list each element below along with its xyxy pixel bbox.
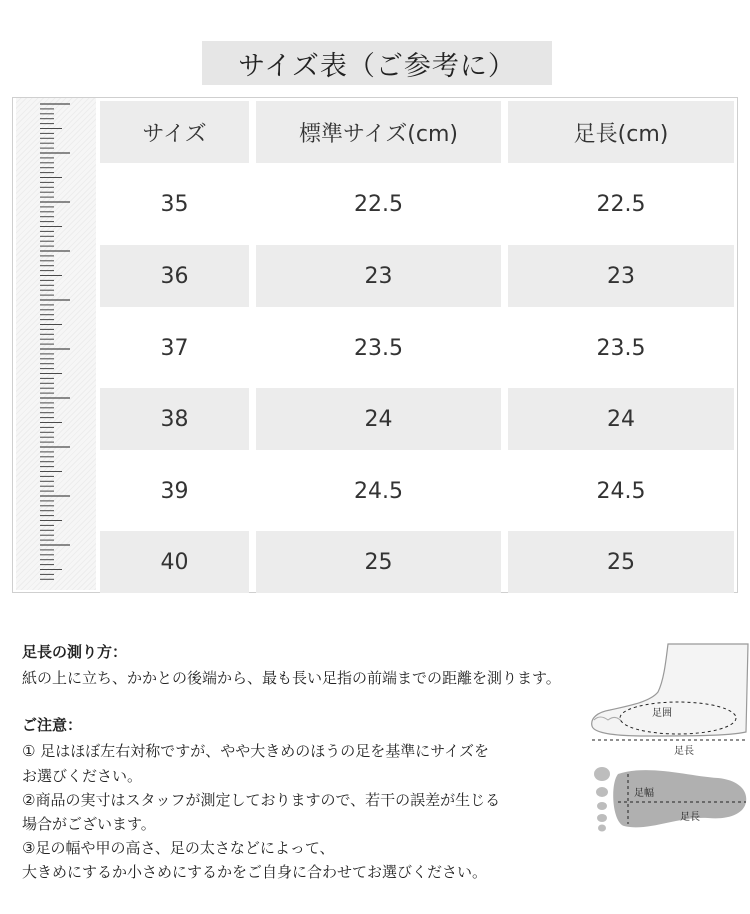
note-line-6: 大きめにするか小さめにするかをご自身に合わせてお選びください。 [22, 863, 488, 881]
ruler-icon [16, 98, 96, 590]
row-36-size: 36 [100, 245, 249, 307]
foot-side-icon [588, 640, 750, 758]
row-40-size: 40 [100, 531, 249, 593]
label-girth: 足囲 [652, 708, 672, 719]
row-35-standard: 22.5 [354, 191, 403, 217]
row-36-standard: 23 [256, 245, 501, 307]
label-width: 足幅 [634, 788, 654, 799]
row-39-size: 39 [160, 478, 189, 504]
note-line-1: ① 足はほぼ左右対称ですが、やや大きめのほうの足を基準にサイズを [22, 742, 490, 760]
row-37-standard: 23.5 [354, 335, 403, 361]
row-39-standard: 24.5 [354, 478, 403, 504]
row-37-size: 37 [160, 335, 189, 361]
ruler-decoration [16, 98, 96, 590]
foot-side-illustration [588, 640, 750, 762]
note-line-4: 場合がございます。 [22, 815, 156, 833]
row-40-standard: 25 [256, 531, 501, 593]
header-foot-length: 足長(cm) [508, 101, 734, 163]
header-standard-size: 標準サイズ(cm) [256, 101, 501, 163]
notes-heading: ご注意： [22, 716, 83, 734]
row-36-length: 23 [508, 245, 734, 307]
row-38-size: 38 [100, 388, 249, 450]
note-line-2: お選びください。 [22, 767, 143, 785]
measure-heading: 足長の測り方： [22, 643, 128, 661]
row-35-length: 22.5 [596, 191, 646, 217]
note-line-3: ②商品の実寸はスタッフが測定しておりますので、若干の誤差が生じる [22, 791, 501, 809]
row-37-length: 23.5 [596, 335, 646, 361]
row-38-standard: 24 [256, 388, 501, 450]
label-length-side: 足長 [674, 746, 694, 757]
foot-sole-icon [588, 760, 750, 834]
row-38-length: 24 [508, 388, 734, 450]
measure-text: 紙の上に立ち、かかとの後端から、最も長い足指の前端までの距離を測ります。 [22, 669, 561, 687]
foot-sole-illustration [588, 760, 750, 838]
note-line-5: ③足の幅や甲の高さ、足の太さなどによって、 [22, 839, 335, 857]
header-size: サイズ [100, 101, 249, 163]
row-39-length: 24.5 [596, 478, 646, 504]
label-length-sole: 足長 [680, 812, 700, 823]
row-35-size: 35 [160, 191, 189, 217]
row-40-length: 25 [508, 531, 734, 593]
page-title: サイズ表（ご参考に） [202, 41, 552, 85]
